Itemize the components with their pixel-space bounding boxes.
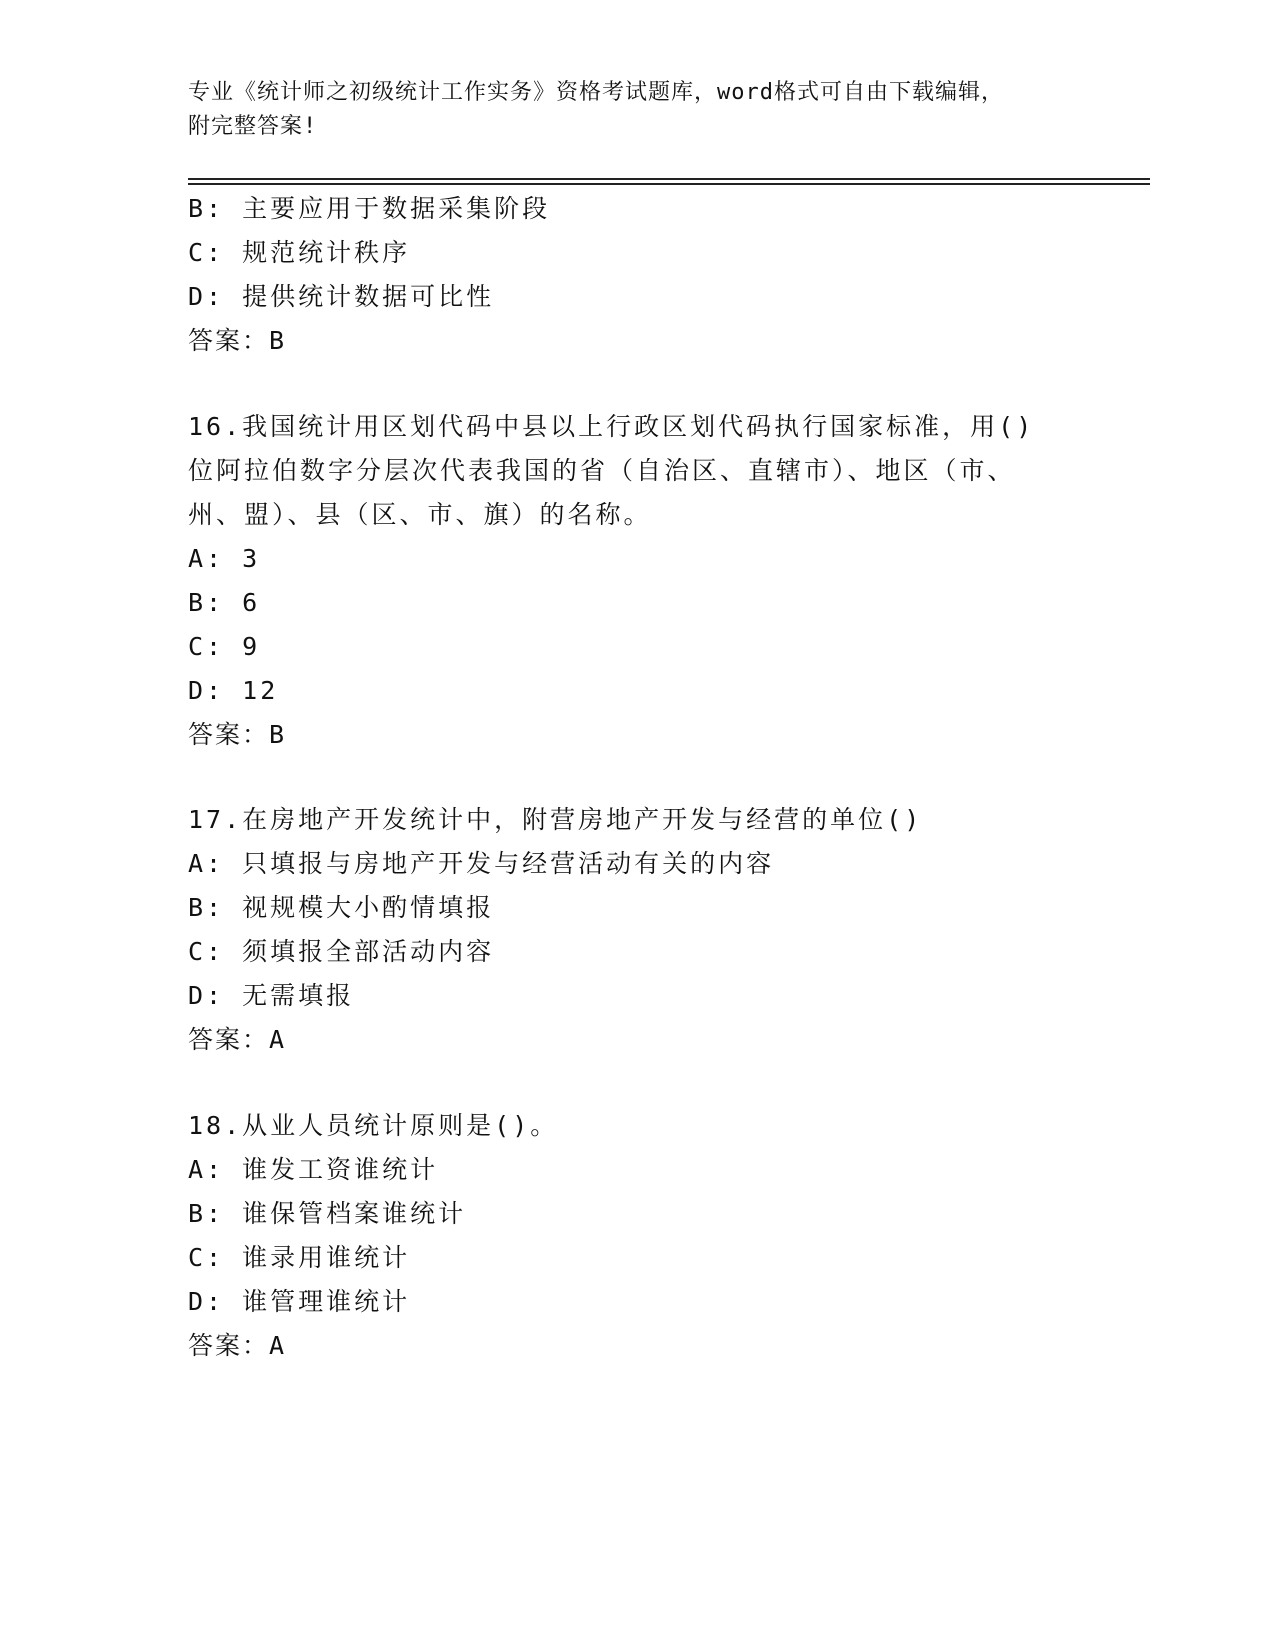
q18-answer: 答案：A [188, 1331, 287, 1360]
q18-option-b: B: 谁保管档案谁统计 [188, 1199, 467, 1228]
header-divider-top [188, 178, 1150, 180]
prev-option-b: B: 主要应用于数据采集阶段 [188, 194, 551, 223]
header-line-2: 附完整答案! [188, 114, 318, 139]
q17-option-a: A: 只填报与房地产开发与经营活动有关的内容 [188, 849, 775, 878]
header-line-1: 专业《统计师之初级统计工作实务》资格考试题库，word格式可自由下载编辑， [188, 80, 1004, 105]
prev-option-c: C: 规范统计秩序 [188, 238, 411, 267]
q16-stem-line-1: 16.我国统计用区划代码中县以上行政区划代码执行国家标准，用() [188, 412, 1035, 441]
q17-answer: 答案：A [188, 1025, 287, 1054]
q16-option-d: D: 12 [188, 676, 279, 705]
q17-stem-line-1: 17.在房地产开发统计中，附营房地产开发与经营的单位() [188, 805, 923, 834]
q18-option-d: D: 谁管理谁统计 [188, 1287, 411, 1316]
q18-stem-line-1: 18.从业人员统计原则是()。 [188, 1111, 559, 1140]
q16-stem-line-2: 位阿拉伯数字分层次代表我国的省（自治区、直辖市）、地区（市、 [188, 456, 1016, 485]
q16-option-b: B: 6 [188, 588, 261, 617]
prev-option-d: D: 提供统计数据可比性 [188, 282, 495, 311]
header-divider-bottom [188, 183, 1150, 185]
q16-answer: 答案：B [188, 720, 287, 749]
q16-option-a: A: 3 [188, 544, 261, 573]
prev-answer: 答案：B [188, 326, 287, 355]
q17-option-d: D: 无需填报 [188, 981, 355, 1010]
q18-option-c: C: 谁录用谁统计 [188, 1243, 411, 1272]
q17-option-c: C: 须填报全部活动内容 [188, 937, 495, 966]
q16-stem-line-3: 州、盟）、县（区、市、旗）的名称。 [188, 500, 652, 529]
document-header [188, 76, 1068, 144]
q18-option-a: A: 谁发工资谁统计 [188, 1155, 439, 1184]
q17-option-b: B: 视规模大小酌情填报 [188, 893, 495, 922]
q16-option-c: C: 9 [188, 632, 261, 661]
